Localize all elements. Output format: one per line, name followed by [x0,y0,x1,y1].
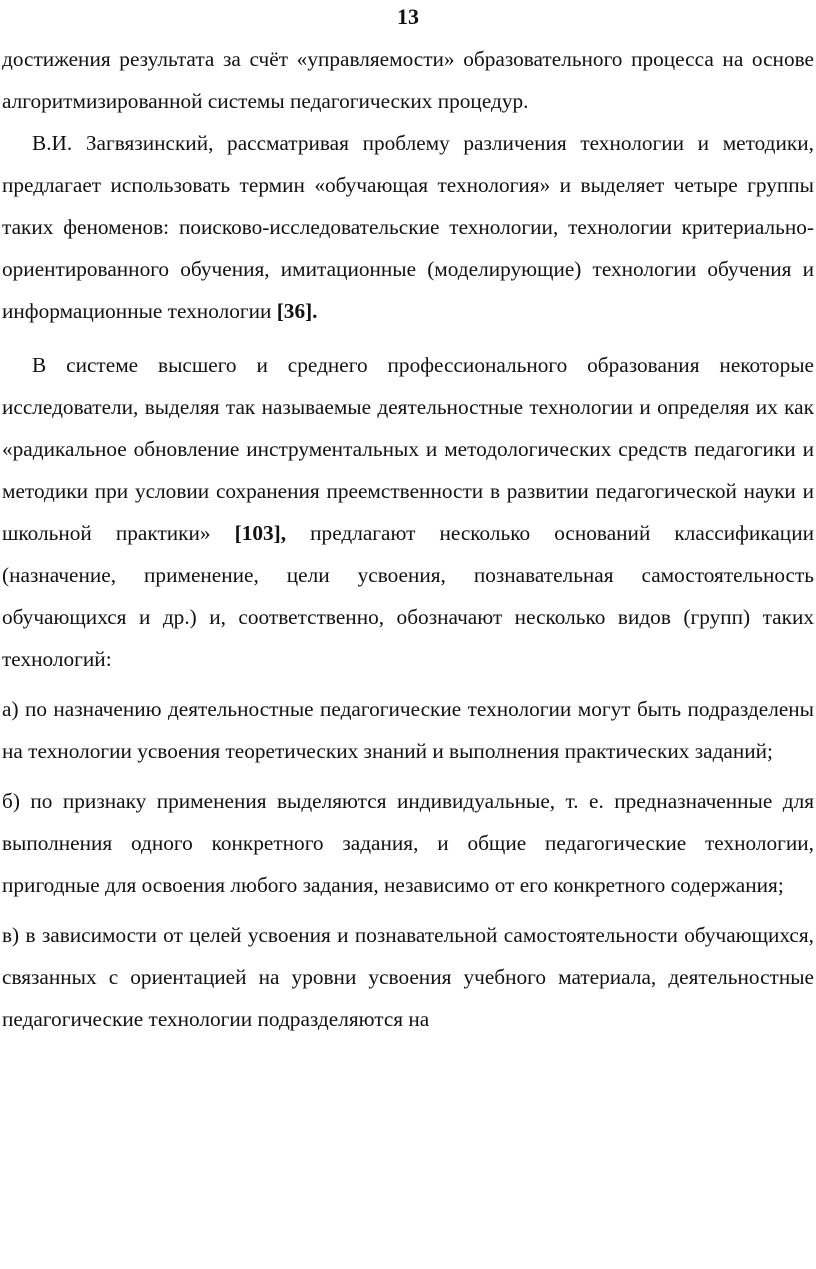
paragraph-1: достижения результата за счёт «управляемости» образовательного процесса на основе алгоритмизированной системы педагогических процедур. [2,47,814,113]
document-body [2,38,814,1040]
page-number: 13 [397,4,419,29]
list-item-a: а) по назначению деятельностные педагогические технологии могут быть подразделены на технологии усвоения теоретических знаний и выполнения практических заданий; [2,697,814,763]
paragraph-2 [2,122,814,332]
list-item-c: в) в зависимости от целей усвоения и познавательной самостоятельности обучающихся, связанных с ориентацией на уровни усвоения учебного материала, деятельностные педагогические технологии подразделяются на [2,923,814,1031]
paragraph-3-text-before: В системе высшего и среднего профессионального образования некоторые исследователи, выделяя так называемые деятельностные технологии и определяя их как «радикальное обновление инструментальных и методологических средств педагогики и методики при условии сохранения преемственности в развитии педагогической науки и школьной практики» [2,353,814,545]
list-item-b: б) по признаку применения выделяются индивидуальные, т. е. предназначенные для выполнения одного конкретного задания, и общие педагогические технологии, пригодные для освоения любого задания, независимо от его конкретного содержания; [2,789,814,897]
paragraph-3 [2,344,814,680]
paragraph-3-text-after: предлагают несколько оснований классификации (назначение, применение, цели усвоения, познавательная самостоятельность обучающихся и др.) и, соответственно, обозначают несколько видов (групп) таких технологий: [2,521,815,671]
citation-103: [103], [234,521,287,545]
citation-36: [36]. [276,299,318,323]
paragraph-2-text: В.И. Загвязинский, рассматривая проблему различения технологии и методики, предлагает использовать термин «обучающая технология» и выделяет четыре группы таких феноменов: поисково-исследовательские технологии, технологии критериально-ориентированного обучения, имитационные (моделирующие) технологии обучения и информационные технологии [2,131,814,323]
